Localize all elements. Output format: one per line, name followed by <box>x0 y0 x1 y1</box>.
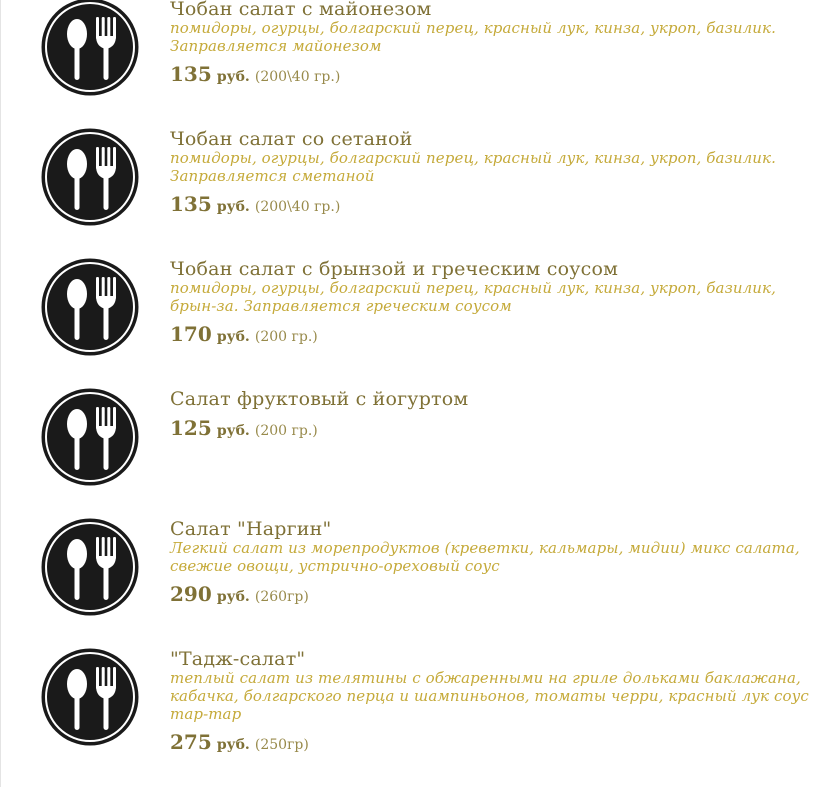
dish-name: Чобан салат с майонезом <box>170 0 432 20</box>
dish-name: Салат "Наргин" <box>170 518 332 540</box>
dish-name: Чобан салат со сетаной <box>170 128 413 150</box>
price-line <box>170 731 810 756</box>
dish-price: 275 <box>170 730 212 754</box>
dish-weight: (250гр) <box>254 737 309 753</box>
menu-item <box>0 390 833 510</box>
dish-price: 125 <box>170 416 212 440</box>
price-line <box>170 583 810 608</box>
spoon-fork-icon <box>40 517 140 617</box>
dish-price: 135 <box>170 62 212 86</box>
dish-description: теплый салат из телятины с обжаренными на гриле дольками баклажана, кабачка, болгарского перца и шампиньонов, томаты черри, красный лук соус тар-тар <box>170 669 809 723</box>
menu-item <box>0 650 833 770</box>
price-line <box>170 63 810 88</box>
currency: руб. <box>216 423 250 439</box>
menu-item-body <box>170 0 810 88</box>
currency: руб. <box>216 589 250 605</box>
dish-price: 290 <box>170 582 212 606</box>
dish-weight: (200\40 гр.) <box>254 199 341 215</box>
spoon-fork-icon <box>40 387 140 487</box>
dish-description: помидоры, огурцы, болгарский перец, красный лук, кинза, укроп, базилик. Заправляется сметаной <box>170 149 776 185</box>
dish-weight: (200\40 гр.) <box>254 69 341 85</box>
currency: руб. <box>216 329 250 345</box>
dish-name: "Тадж-салат" <box>170 648 306 670</box>
dish-description: Легкий салат из морепродуктов (креветки, кальмары, мидии) микс салата, свежие овощи, устрично-ореховый соус <box>170 539 800 575</box>
price-line <box>170 417 810 442</box>
menu-item-body <box>170 389 810 442</box>
currency: руб. <box>216 69 250 85</box>
dish-weight: (260гр) <box>254 589 309 605</box>
menu-item-body <box>170 519 810 608</box>
dish-description: помидоры, огурцы, болгарский перец, красный лук, кинза, укроп, базилик. Заправляется майонезом <box>170 19 776 55</box>
dish-name: Чобан салат с брынзой и греческим соусом <box>170 258 619 280</box>
dish-name: Салат фруктовый с йогуртом <box>170 388 469 410</box>
menu-item <box>0 130 833 250</box>
price-line <box>170 323 810 348</box>
price-line <box>170 193 810 218</box>
spoon-fork-icon <box>40 0 140 97</box>
menu-item <box>0 260 833 380</box>
menu-item <box>0 520 833 640</box>
dish-price: 170 <box>170 322 212 346</box>
menu-item-body <box>170 649 810 756</box>
dish-description: помидоры, огурцы, болгарский перец, красный лук, кинза, укроп, базилик, брын-за. Заправляется греческим соусом <box>170 279 776 315</box>
currency: руб. <box>216 737 250 753</box>
currency: руб. <box>216 199 250 215</box>
dish-weight: (200 гр.) <box>254 423 318 439</box>
spoon-fork-icon <box>40 257 140 357</box>
spoon-fork-icon <box>40 127 140 227</box>
menu-item-body <box>170 129 810 218</box>
menu-item <box>0 0 833 120</box>
dish-price: 135 <box>170 192 212 216</box>
spoon-fork-icon <box>40 647 140 747</box>
dish-weight: (200 гр.) <box>254 329 318 345</box>
menu-item-body <box>170 259 810 348</box>
